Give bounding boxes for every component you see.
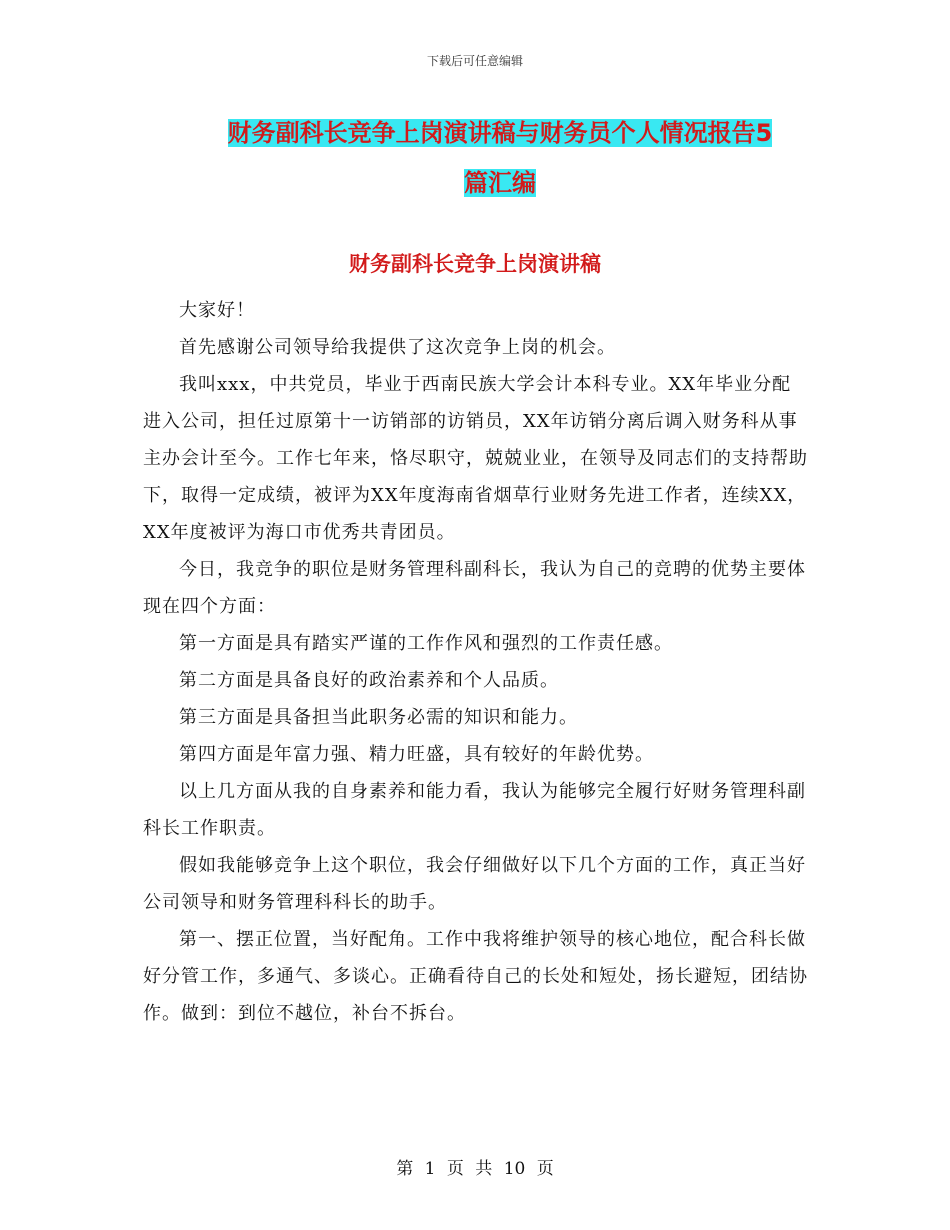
paragraph: 第四方面是年富力强、精力旺盛，具有较好的年龄优势。 (179, 744, 654, 765)
paragraph: 以上几方面从我的自身素养和能力看，我认为能够完全履行好财务管理科副科长工作职责。 (143, 781, 806, 839)
paragraph: 大家好！ (179, 300, 255, 321)
paragraph: 首先感谢公司领导给我提供了这次竞争上岗的机会。 (179, 337, 616, 358)
document-title-line-1: 财务副科长竞争上岗演讲稿与财务员个人情况报告5 (227, 119, 773, 147)
section-title: 财务副科长竞争上岗演讲稿 (349, 252, 601, 276)
paragraph: 第三方面是具备担当此职务必需的知识和能力。 (179, 707, 578, 728)
paragraph: 第一方面是具有踏实严谨的工作作风和强烈的工作责任感。 (179, 633, 673, 654)
paragraph: 第二方面是具备良好的政治素养和个人品质。 (179, 670, 559, 691)
paragraph: 今日，我竞争的职位是财务管理科副科长，我认为自己的竞聘的优势主要体现在四个方面： (143, 559, 806, 617)
paragraph: 假如我能够竞争上这个职位，我会仔细做好以下几个方面的工作，真正当好公司领导和财务管理科科长的助手。 (143, 855, 806, 913)
document-title (190, 108, 810, 208)
paragraph: 我叫xxx，中共党员，毕业于西南民族大学会计本科专业。XX年毕业分配进入公司，担任过原第十一访销部的访销员，XX年访销分离后调入财务科从事主办会计至今。工作七年来，恪尽职守，兢兢业业，在领导及同志们的支持帮助下，取得一定成绩，被评为XX年度海南省烟草行业财务先进工作者，连续XX，XX年度被评为海口市优秀共青团员。 (143, 374, 808, 543)
header-note: 下载后可任意编辑 (426, 54, 523, 68)
document-title-line-2: 篇汇编 (464, 169, 536, 197)
paragraph: 第一、摆正位置，当好配角。工作中我将维护领导的核心地位，配合科长做好分管工作，多通气、多谈心。正确看待自己的长处和短处，扬长避短，团结协作。做到：到位不越位，补台不拆台。 (143, 929, 808, 1024)
speech-body (143, 292, 808, 1032)
page-footer: 第 1 页 共 10 页 (396, 1159, 554, 1179)
